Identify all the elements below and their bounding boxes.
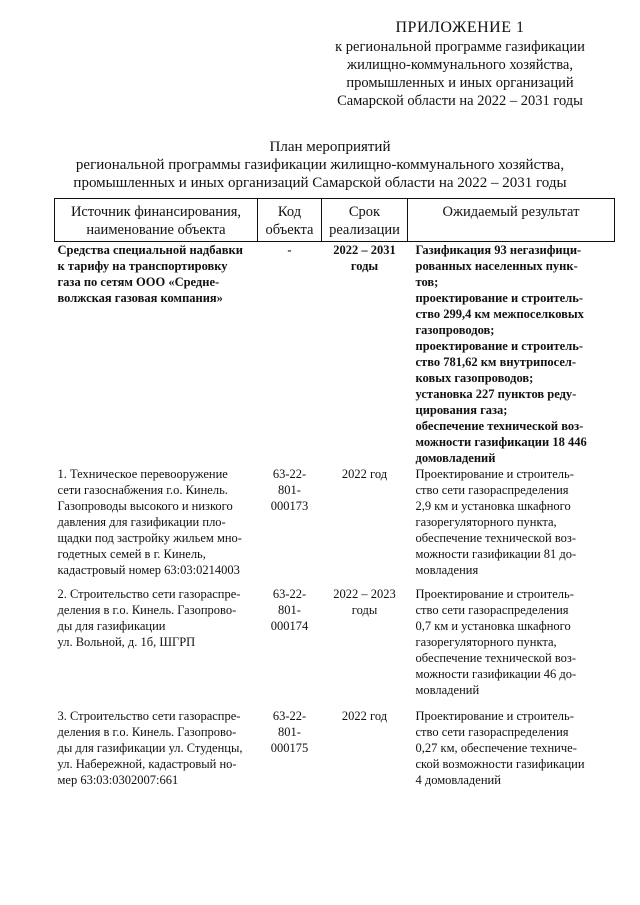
- cell-result: Проектирование и строитель- ство сети газораспределения 0,7 км и установка шкафного газорегуляторного пункта, обеспечение технической воз- можности газификации 46 до- мовладений: [415, 587, 577, 697]
- appendix-line: Самарской области на 2022 – 2031 годы: [337, 93, 583, 109]
- plan-subtitle-line: региональной программы газификации жилищно-коммунального хозяйства,: [75, 157, 565, 173]
- cell-term: 2022 год: [341, 467, 388, 481]
- table-row: [55, 586, 615, 708]
- appendix-title: ПРИЛОЖЕНИЕ 1: [395, 19, 525, 36]
- cell-term: 2022 – 2023 годы: [333, 587, 396, 617]
- cell-code: -: [287, 243, 292, 257]
- cell-code: 63-22- 801- 000175: [270, 709, 309, 755]
- appendix-line: промышленных и иных организаций: [346, 75, 574, 91]
- table-row-summary: [55, 242, 615, 467]
- cell-term: 2022 – 2031 годы: [333, 243, 396, 273]
- appendix-line: к региональной программе газификации: [335, 39, 585, 55]
- header-result: Ожидаемый результат: [408, 199, 615, 242]
- plan-title: План мероприятий: [269, 139, 391, 155]
- header-source: Источник финансирования, наименование объекта: [55, 199, 258, 242]
- cell-result: Проектирование и строитель- ство сети газораспределения 2,9 км и установка шкафного газорегуляторного пункта, обеспечение технической воз- можности газификации 81 до- мовладения: [415, 467, 577, 577]
- header-code: Код объекта: [258, 199, 322, 242]
- cell-source: 2. Строительство сети газораспре- деления в г.о. Кинель. Газопрово- ды для газификации ул. Вольной, д. 1б, ШГРП: [57, 587, 241, 649]
- cell-source: 1. Техническое перевооружение сети газоснабжения г.о. Кинель. Газопроводы высокого и низкого давления для газификации пло- щадки под застройку жильем мно- годетных семей в г. Кинель, кадастровый номер 63:03:0214003: [57, 467, 242, 577]
- cell-source: Средства специальной надбавки к тарифу на транспортировку газа по сетям ООО «Средне- волжская газовая компания»: [57, 243, 243, 305]
- cell-term: 2022 год: [341, 709, 388, 723]
- plan-subtitle-line: промышленных и иных организаций Самарской области на 2022 – 2031 годы: [73, 175, 567, 191]
- table-header-row: [55, 199, 615, 242]
- cell-code: 63-22- 801- 000174: [270, 587, 309, 633]
- plan-heading: [0, 138, 640, 192]
- cell-source: 3. Строительство сети газораспре- деления в г.о. Кинель. Газопрово- ды для газификации ул. Студенцы, ул. Набережной, кадастровый но- мер 63:03:0302007:661: [57, 709, 243, 787]
- cell-result: Проектирование и строитель- ство сети газораспределения 0,27 км, обеспечение техниче- ской возможности газификации 4 домовладений: [415, 709, 585, 787]
- table-row: [55, 466, 615, 586]
- header-term: Срок реализации: [322, 199, 408, 242]
- cell-result: Газификация 93 негазифици- рованных населенных пунк- тов; проектирование и строитель- ство 299,4 км межпоселковых газопроводов; проектирование и строитель- ство 781,62 км внутрипосел- ковых газопроводов; установка 227 пунктов реду- цирования газа; обеспечение технической воз- можности газификации 18 446 домовладений: [415, 243, 587, 465]
- table-row: [55, 708, 615, 808]
- appendix-line: жилищно-коммунального хозяйства,: [347, 57, 573, 73]
- appendix-block: [310, 18, 610, 110]
- cell-code: 63-22- 801- 000173: [270, 467, 309, 513]
- plan-table: [54, 198, 615, 808]
